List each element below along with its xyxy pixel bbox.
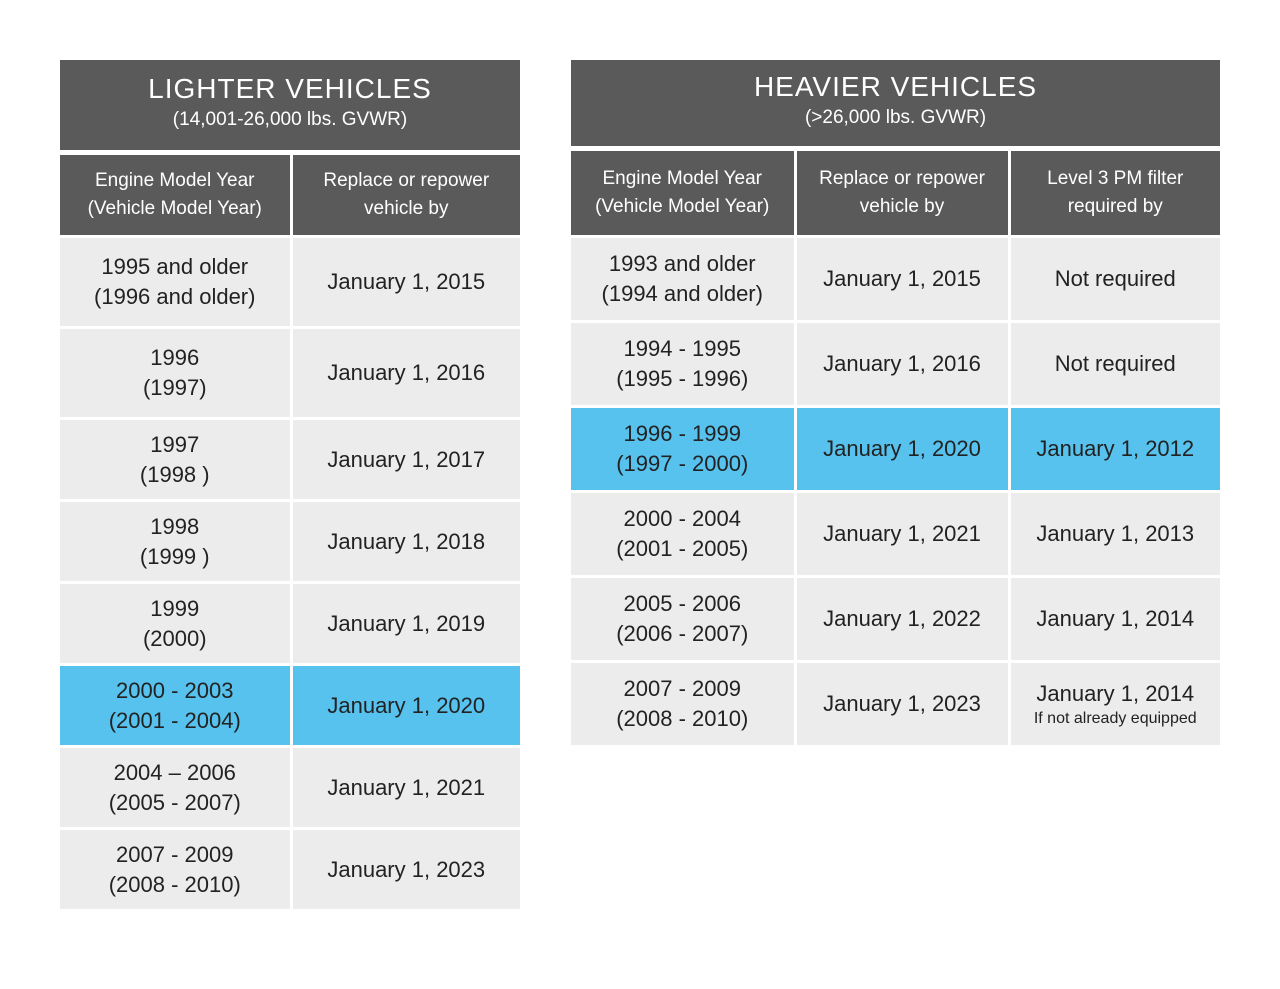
engine-model-year: 2007 - 2009 xyxy=(116,841,234,867)
table-row xyxy=(60,419,520,501)
vehicle-model-year: (2005 - 2007) xyxy=(108,789,241,815)
lighter-vehicles-header xyxy=(60,60,520,152)
filter-required-by: January 1, 2012 xyxy=(1036,436,1195,461)
column-header-engine-year xyxy=(571,150,795,237)
replace-by-cell: January 1, 2018 xyxy=(291,501,520,583)
replace-by-cell: January 1, 2022 xyxy=(795,577,1009,662)
filter-by-cell xyxy=(1009,662,1220,747)
column-header-filter-by xyxy=(1009,150,1220,237)
engine-year-cell xyxy=(571,492,795,577)
table-row xyxy=(60,328,520,419)
column-header-line: vehicle by xyxy=(364,198,449,219)
vehicle-model-year: (1997) xyxy=(142,375,207,400)
replace-by-cell: January 1, 2019 xyxy=(291,583,520,665)
engine-model-year: 2005 - 2006 xyxy=(623,591,741,616)
panel-subtitle: (14,001-26,000 lbs. GVWR) xyxy=(172,109,408,130)
column-header-line: Engine Model Year xyxy=(602,168,762,189)
engine-model-year: 2000 - 2004 xyxy=(623,506,741,531)
vehicle-model-year: (1996 and older) xyxy=(94,284,256,309)
vehicle-model-year: (1998 ) xyxy=(139,461,210,487)
replace-by-cell: January 1, 2016 xyxy=(795,322,1009,407)
vehicle-model-year: (2008 - 2010) xyxy=(108,871,241,897)
engine-year-cell xyxy=(60,419,291,501)
filter-required-by: January 1, 2013 xyxy=(1036,521,1195,546)
column-header-line: Engine Model Year xyxy=(94,170,255,191)
column-header-line: Replace or repower xyxy=(323,170,490,191)
table-header-row xyxy=(60,154,520,237)
heavier-vehicles-panel xyxy=(571,60,1220,748)
replace-by-cell: January 1, 2023 xyxy=(795,662,1009,747)
replace-by-cell: January 1, 2015 xyxy=(795,237,1009,322)
engine-model-year: 1997 xyxy=(150,431,200,457)
engine-model-year: 1999 xyxy=(150,595,200,621)
engine-year-cell xyxy=(60,747,291,829)
engine-year-cell xyxy=(60,583,291,665)
table-row xyxy=(60,237,520,328)
vehicle-model-year: (1997 - 2000) xyxy=(616,451,749,476)
engine-year-cell xyxy=(571,662,795,747)
vehicle-model-year: (1999 ) xyxy=(139,543,210,569)
replace-by-cell: January 1, 2016 xyxy=(291,328,520,419)
engine-year-cell xyxy=(60,501,291,583)
engine-year-cell xyxy=(571,577,795,662)
lighter-vehicles-table xyxy=(60,152,520,912)
engine-model-year: 1993 and older xyxy=(608,251,756,276)
filter-required-by: Not required xyxy=(1054,266,1176,291)
engine-year-cell xyxy=(60,237,291,328)
filter-required-by: January 1, 2014 xyxy=(1036,606,1195,631)
filter-by-cell xyxy=(1009,407,1220,492)
vehicle-model-year: (2001 - 2004) xyxy=(108,707,241,733)
column-header-line: (Vehicle Model Year) xyxy=(595,196,770,217)
table-row xyxy=(571,577,1220,662)
table-row xyxy=(60,829,520,911)
table-row xyxy=(60,665,520,747)
vehicle-model-year: (2000) xyxy=(142,625,207,651)
heavier-vehicles-rows xyxy=(571,237,1220,747)
column-header-replace-by xyxy=(795,150,1009,237)
panel-subtitle: (>26,000 lbs. GVWR) xyxy=(804,107,987,128)
engine-year-cell xyxy=(571,407,795,492)
vehicle-model-year: (1994 and older) xyxy=(601,281,763,306)
replace-by-cell: January 1, 2021 xyxy=(795,492,1009,577)
panel-title: HEAVIER VEHICLES xyxy=(753,71,1038,102)
lighter-vehicles-rows xyxy=(60,237,520,911)
filter-note: If not already equipped xyxy=(1033,710,1197,727)
engine-model-year: 1995 and older xyxy=(101,254,249,279)
replace-by-cell: January 1, 2015 xyxy=(291,237,520,328)
table-header-row xyxy=(571,150,1220,237)
table-row xyxy=(60,747,520,829)
column-header-line: required by xyxy=(1067,196,1163,217)
table-row xyxy=(571,237,1220,322)
column-header-engine-year xyxy=(60,154,291,237)
engine-year-cell xyxy=(571,237,795,322)
filter-by-cell xyxy=(1009,577,1220,662)
filter-by-cell xyxy=(1009,237,1220,322)
table-row xyxy=(571,662,1220,747)
lighter-vehicles-panel xyxy=(60,60,520,912)
filter-required-by: January 1, 2014 xyxy=(1036,681,1195,706)
vehicle-model-year: (2006 - 2007) xyxy=(616,621,749,646)
engine-model-year: 1996 - 1999 xyxy=(623,421,741,446)
replace-by-cell: January 1, 2020 xyxy=(795,407,1009,492)
replace-by-cell: January 1, 2020 xyxy=(291,665,520,747)
column-header-line: vehicle by xyxy=(859,196,945,217)
engine-model-year: 1996 xyxy=(150,345,200,370)
replace-by-cell: January 1, 2017 xyxy=(291,419,520,501)
engine-year-cell xyxy=(571,322,795,407)
vehicle-model-year: (2001 - 2005) xyxy=(616,536,749,561)
table-row xyxy=(571,322,1220,407)
heavier-vehicles-header xyxy=(571,60,1220,148)
column-header-line: Level 3 PM filter xyxy=(1047,168,1184,189)
engine-year-cell xyxy=(60,328,291,419)
panel-title: LIGHTER VEHICLES xyxy=(148,73,432,104)
heavier-vehicles-table xyxy=(571,148,1220,748)
engine-model-year: 2004 – 2006 xyxy=(113,759,236,785)
engine-model-year: 2007 - 2009 xyxy=(623,676,741,701)
engine-model-year: 1998 xyxy=(150,513,200,539)
vehicle-model-year: (1995 - 1996) xyxy=(616,366,749,391)
engine-model-year: 1994 - 1995 xyxy=(623,336,741,361)
engine-year-cell xyxy=(60,665,291,747)
replace-by-cell: January 1, 2023 xyxy=(291,829,520,911)
table-row xyxy=(60,501,520,583)
table-row xyxy=(571,492,1220,577)
column-header-line: Replace or repower xyxy=(819,168,985,189)
filter-by-cell xyxy=(1009,492,1220,577)
vehicle-model-year: (2008 - 2010) xyxy=(616,706,749,731)
replace-by-cell: January 1, 2021 xyxy=(291,747,520,829)
column-header-line: (Vehicle Model Year) xyxy=(87,198,262,219)
engine-model-year: 2000 - 2003 xyxy=(116,677,234,703)
table-row xyxy=(60,583,520,665)
filter-by-cell xyxy=(1009,322,1220,407)
filter-required-by: Not required xyxy=(1054,351,1176,376)
table-row xyxy=(571,407,1220,492)
column-header-replace-by xyxy=(291,154,520,237)
engine-year-cell xyxy=(60,829,291,911)
